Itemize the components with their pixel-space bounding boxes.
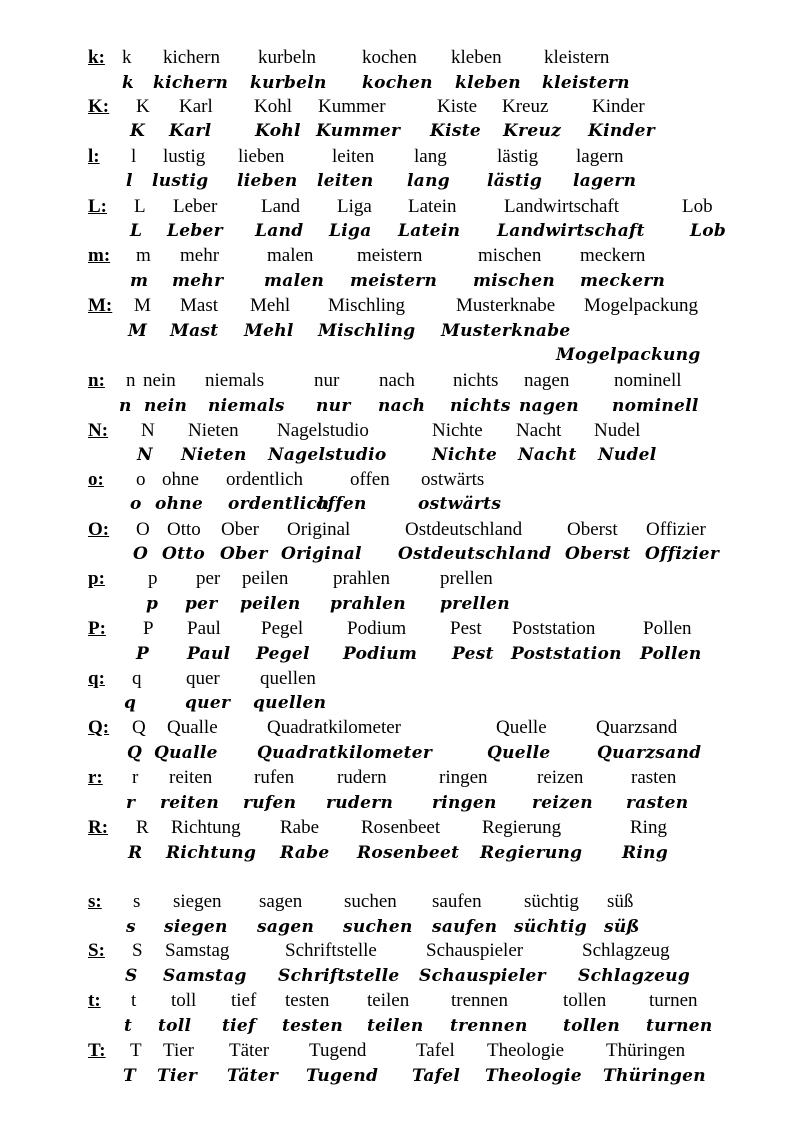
letter-label: L: [88,196,107,217]
handwritten-word: meistern [350,271,438,291]
example-word: T [130,1040,142,1061]
handwritten-word: k [122,73,135,93]
handwritten-word: rudern [326,793,394,813]
letter-label: m: [88,245,111,266]
handwritten-word: Poststation [511,644,622,664]
example-word: teilen [367,990,410,1011]
example-word: rufen [254,767,295,788]
example-word: Richtung [171,817,241,838]
example-word: Quadratkilometer [267,717,402,738]
example-word: siegen [173,891,222,912]
handwritten-word: trennen [450,1016,528,1036]
example-word: Tugend [309,1040,367,1061]
example-word: M [134,295,151,316]
example-word: Land [261,196,301,217]
example-word: Kinder [592,96,645,117]
handwritten-word: Otto [162,544,206,564]
example-word: m [136,245,151,266]
example-word: quellen [260,668,316,689]
example-word: Musterknabe [456,295,556,316]
example-word: kichern [163,47,220,68]
example-word: Rabe [280,817,320,838]
handwritten-word: M [128,321,148,341]
handwritten-word: P [136,644,150,664]
handwritten-word: Theologie [485,1066,582,1086]
handwritten-word: Regierung [480,843,583,863]
example-word: offen [350,469,390,490]
example-word: mehr [180,245,220,266]
handwritten-word: Latein [398,221,461,241]
handwritten-word: quellen [253,693,327,713]
handwritten-word: nach [378,396,426,416]
example-word: Latein [408,196,457,217]
example-word: lieben [238,146,285,167]
handwritten-word: niemals [208,396,285,416]
example-word: meckern [580,245,646,266]
handwritten-word: Kinder [588,121,656,141]
handwritten-word: Schlagzeug [578,966,691,986]
handwritten-word: Tafel [412,1066,461,1086]
handwritten-word: Karl [169,121,212,141]
example-word: n [126,370,136,391]
example-word: rasten [631,767,677,788]
example-word: Schriftstelle [285,940,377,961]
handwritten-word: Schauspieler [419,966,546,986]
handwritten-word: Ostdeutschland [398,544,552,564]
handwritten-word: kichern [153,73,229,93]
example-word: per [196,568,221,589]
example-word: Ober [221,519,259,540]
handwritten-word: nichts [450,396,511,416]
example-word: r [132,767,139,788]
handwritten-word: nein [144,396,188,416]
handwritten-word: kurbeln [250,73,327,93]
handwritten-word: Quadratkilometer [257,743,433,763]
handwritten-word: O [133,544,149,564]
handwritten-word: Q [127,743,143,763]
handwritten-word: süchtig [514,917,587,937]
example-word: nichts [453,370,499,391]
handwritten-word: Nichte [432,445,498,465]
example-word: Kummer [318,96,386,117]
example-word: reiten [169,767,213,788]
letter-label: M: [88,295,113,316]
example-word: Thüringen [606,1040,686,1061]
example-word: nein [143,370,176,391]
example-word: Quelle [496,717,547,738]
example-word: trennen [451,990,508,1011]
letter-label: O: [88,519,110,540]
example-word: Täter [229,1040,270,1061]
handwritten-word: nominell [612,396,699,416]
handwritten-word: kleben [455,73,521,93]
handwritten-word: Liga [329,221,372,241]
example-word: Ostdeutschland [405,519,523,540]
example-word: ringen [439,767,488,788]
handwritten-word: Rabe [280,843,330,863]
letter-label: t: [88,990,101,1011]
handwritten-word: t [124,1016,133,1036]
handwritten-word: ordentlich [228,494,330,514]
handwritten-word: Kohl [255,121,301,141]
letter-label: p: [88,568,105,589]
example-word: peilen [242,568,289,589]
handwritten-word: Mehl [244,321,294,341]
handwritten-word: Kummer [316,121,401,141]
example-word: Liga [337,196,372,217]
handwritten-word: Paul [187,644,231,664]
example-word: Pollen [643,618,692,639]
example-word: Nieten [188,420,239,441]
handwritten-word: Richtung [166,843,257,863]
handwritten-word: toll [158,1016,192,1036]
handwritten-word: Mischling [318,321,416,341]
handwritten-word: l [126,171,133,191]
handwritten-word: S [125,966,138,986]
example-word: meistern [357,245,423,266]
example-word: süchtig [524,891,579,912]
handwritten-word: q [124,693,137,713]
example-word: ostwärts [421,469,485,490]
handwritten-word: Land [255,221,304,241]
handwritten-word: suchen [343,917,413,937]
handwritten-word: Ober [220,544,268,564]
example-word: Schlagzeug [582,940,670,961]
handwritten-word: T [123,1066,136,1086]
handwritten-word: Mast [170,321,219,341]
example-word: leiten [332,146,375,167]
example-word: tief [231,990,257,1011]
handwritten-word: Ring [622,843,669,863]
example-word: Kreuz [502,96,549,117]
handwritten-word: offen [316,494,367,514]
example-word: Nichte [432,420,483,441]
example-word: niemals [205,370,265,391]
handwritten-word: reiten [160,793,220,813]
handwritten-word: kleistern [542,73,630,93]
example-word: Samstag [165,940,230,961]
handwritten-word: rufen [243,793,297,813]
example-word: Rosenbeet [361,817,441,838]
letter-label: S: [88,940,105,961]
example-word: Paul [187,618,221,639]
example-word: R [136,817,149,838]
handwritten-word: L [130,221,143,241]
handwritten-word: Oberst [565,544,631,564]
example-word: N [141,420,155,441]
example-word: süß [607,891,634,912]
handwritten-word: m [130,271,149,291]
example-word: kurbeln [258,47,317,68]
handwritten-word: per [185,594,218,614]
example-word: Qualle [167,717,218,738]
example-word: ordentlich [226,469,304,490]
handwritten-word: Qualle [154,743,218,763]
handwritten-word: Schriftstelle [278,966,400,986]
example-word: Offizier [646,519,706,540]
example-word: quer [186,668,220,689]
handwritten-word: siegen [164,917,228,937]
example-word: Lob [682,196,713,217]
example-word: tollen [563,990,607,1011]
example-word: testen [285,990,330,1011]
handwritten-word: Lob [690,221,727,241]
example-word: kochen [362,47,417,68]
example-word: Karl [179,96,213,117]
example-word: Tafel [416,1040,455,1061]
handwritten-word: Rosenbeet [357,843,460,863]
handwritten-word: Quelle [487,743,551,763]
example-word: sagen [259,891,303,912]
handwritten-word: Quarzsand [597,743,702,763]
example-word: kleistern [544,47,610,68]
example-word: Regierung [482,817,562,838]
example-word: Mischling [328,295,406,316]
example-word: Kiste [437,96,478,117]
example-word: Leber [173,196,218,217]
handwritten-word: ringen [432,793,497,813]
handwritten-word: lustig [152,171,209,191]
letter-label: T: [88,1040,106,1061]
handwritten-word: tief [222,1016,256,1036]
handwritten-word: Nacht [518,445,577,465]
example-word: p [148,568,158,589]
example-word: malen [267,245,314,266]
handwritten-word: Tugend [306,1066,379,1086]
handwritten-word: Podium [343,644,418,664]
example-word: Kohl [254,96,292,117]
example-word: Quarzsand [596,717,678,738]
example-word: nach [379,370,415,391]
handwritten-word: r [126,793,136,813]
handwritten-word: Pest [452,644,494,664]
handwritten-word: Tier [157,1066,198,1086]
example-word: Nagelstudio [277,420,369,441]
handwritten-word: quer [185,693,231,713]
example-word: k [122,47,132,68]
handwritten-word: Landwirtschaft [497,221,645,241]
handwritten-word: Kreuz [503,121,562,141]
handwritten-word: s [126,917,136,937]
example-word: Schauspieler [426,940,524,961]
handwritten-word: Täter [227,1066,279,1086]
example-word: nur [314,370,340,391]
example-word: Ring [630,817,667,838]
example-word: Oberst [567,519,618,540]
handwritten-word: saufen [432,917,498,937]
handwritten-word: p [146,594,159,614]
handwritten-word: rasten [626,793,689,813]
example-word: Theologie [487,1040,565,1061]
handwritten-word: Original [281,544,362,564]
handwritten-word: tollen [563,1016,621,1036]
handwritten-word: nagen [519,396,579,416]
example-word: nagen [524,370,570,391]
handwritten-word: lagern [573,171,637,191]
example-word: Mehl [250,295,291,316]
example-word: l [131,146,137,167]
example-word: Nudel [594,420,641,441]
handwritten-word: K [130,121,146,141]
handwritten-word: ostwärts [418,494,502,514]
handwritten-word: Samstag [163,966,247,986]
handwritten-word: nur [316,396,351,416]
handwritten-word: Nudel [598,445,657,465]
handwritten-word: N [137,445,153,465]
example-word: Nacht [516,420,562,441]
handwritten-word: lieben [237,171,298,191]
example-word: lang [414,146,447,167]
example-word: toll [171,990,197,1011]
letter-label: o: [88,469,104,490]
example-word: Otto [167,519,201,540]
handwritten-word: turnen [646,1016,713,1036]
example-word: Pest [450,618,482,639]
example-word: Mogelpackung [584,295,698,316]
letter-label: n: [88,370,105,391]
example-word: mischen [478,245,542,266]
letter-label: K: [88,96,110,117]
letter-label: Q: [88,717,110,738]
example-word: Poststation [512,618,596,639]
letter-label: r: [88,767,103,788]
example-word: q [132,668,142,689]
handwritten-word: süß [604,917,640,937]
handwritten-word: Pollen [640,644,702,664]
example-word: ohne [162,469,199,490]
example-word: lästig [497,146,539,167]
handwritten-word: teilen [367,1016,424,1036]
example-word: turnen [649,990,698,1011]
handwritten-word: peilen [240,594,301,614]
handwritten-word: Pegel [256,644,310,664]
handwritten-word: prahlen [330,594,406,614]
handwritten-word: leiten [317,171,374,191]
handwritten-word: Nieten [181,445,247,465]
example-word: o [136,469,146,490]
example-word: O [136,519,150,540]
example-word: lustig [163,146,206,167]
handwritten-word: mischen [473,271,556,291]
example-word: saufen [432,891,482,912]
handwritten-word: Mogelpackung [556,345,701,365]
letter-label: l: [88,146,100,167]
example-word: t [131,990,137,1011]
example-word: nominell [614,370,682,391]
handwritten-word: meckern [580,271,666,291]
example-word: Landwirtschaft [504,196,620,217]
example-word: lagern [576,146,624,167]
example-word: L [134,196,146,217]
example-word: Original [287,519,351,540]
handwritten-word: n [119,396,132,416]
example-word: rudern [337,767,387,788]
example-word: prahlen [333,568,390,589]
handwritten-word: Thüringen [603,1066,706,1086]
handwritten-word: ohne [155,494,204,514]
example-word: S [132,940,143,961]
handwritten-word: kochen [362,73,433,93]
handwritten-word: lang [407,171,450,191]
example-word: Podium [347,618,407,639]
example-word: s [133,891,141,912]
letter-label: P: [88,618,106,639]
example-word: Tier [163,1040,194,1061]
handwritten-word: Offizier [645,544,720,564]
handwritten-word: malen [264,271,325,291]
handwritten-word: R [128,843,143,863]
example-word: Pegel [261,618,304,639]
handwritten-word: Kiste [430,121,481,141]
example-word: Mast [180,295,218,316]
handwritten-word: lästig [487,171,543,191]
handwritten-word: mehr [172,271,224,291]
handwritten-word: o [130,494,142,514]
handwritten-word: testen [282,1016,344,1036]
example-word: kleben [451,47,502,68]
handwritten-word: Musterknabe [441,321,571,341]
example-word: reizen [537,767,584,788]
example-word: P [143,618,154,639]
handwritten-word: sagen [257,917,315,937]
letter-label: k: [88,47,105,68]
example-word: suchen [344,891,397,912]
example-word: prellen [440,568,493,589]
letter-label: N: [88,420,109,441]
example-word: Q [132,717,146,738]
handwritten-word: prellen [440,594,510,614]
handwritten-word: reizen [532,793,593,813]
letter-label: R: [88,817,109,838]
example-word: K [136,96,150,117]
letter-label: q: [88,668,105,689]
letter-label: s: [88,891,102,912]
handwritten-word: Nagelstudio [268,445,387,465]
handwritten-word: Leber [167,221,223,241]
